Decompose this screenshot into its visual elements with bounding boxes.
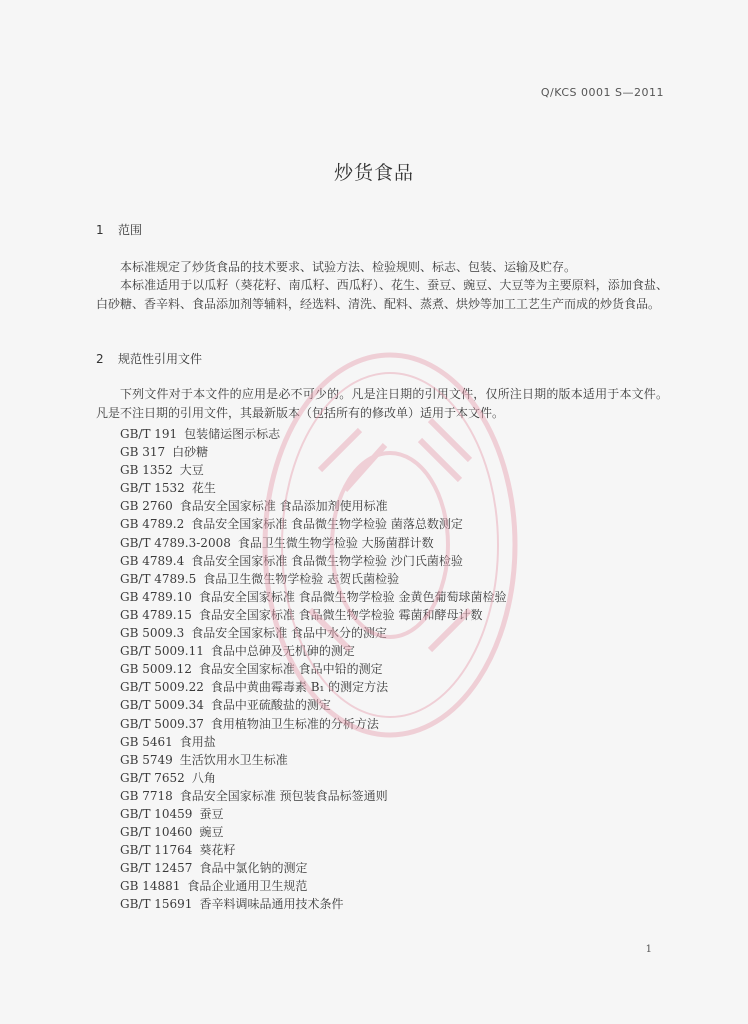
- reference-item: [120, 841, 506, 859]
- reference-code: GB 2760: [120, 499, 173, 514]
- page-number: 1: [645, 944, 652, 955]
- reference-code: GB/T 1532: [120, 481, 185, 496]
- reference-item: [120, 660, 506, 678]
- reference-item: [120, 642, 506, 660]
- reference-code: GB 4789.10: [120, 589, 192, 604]
- reference-code: GB 4789.4: [120, 553, 185, 568]
- reference-item: [120, 877, 506, 895]
- section-1-paragraph-2: 本标准适用于以瓜籽（葵花籽、南瓜籽、西瓜籽）、花生、蚕豆、豌豆、大豆等为主要原料，添加食盐、白砂糖、香辛料、食品添加剂等辅料，经选料、清洗、配料、蒸煮、烘炒等加工工艺生产而成的炒货食品。: [96, 278, 668, 311]
- reference-name: 食品中总砷及无机砷的测定: [210, 644, 355, 659]
- reference-name: 食品安全国家标准 食品中水分的测定: [191, 626, 388, 641]
- section-2-intro: 下列文件对于本文件的应用是必不可少的。凡是注日期的引用文件，仅所注日期的版本适用于本文件。凡是不注日期的引用文件，其最新版本（包括所有的修改单）适用于本文件。: [96, 387, 668, 420]
- reference-code: GB 5009.3: [120, 626, 185, 641]
- reference-code: GB/T 191: [120, 427, 178, 441]
- reference-name: 食品安全国家标准 食品添加剂使用标准: [179, 499, 388, 514]
- reference-name: 生活饮用水卫生标准: [179, 752, 288, 767]
- reference-item: [120, 769, 506, 787]
- reference-item: [120, 461, 506, 479]
- reference-item: [120, 751, 506, 769]
- reference-name: 食品卫生微生物学检验 志贺氏菌检验: [203, 571, 400, 586]
- section-1-paragraph-1: 本标准规定了炒货食品的技术要求、试验方法、检验规则、标志、包装、运输及贮存。: [120, 260, 577, 274]
- reference-name: 大豆: [179, 463, 204, 478]
- reference-name: 食品卫生微生物学检验 大肠菌群计数: [237, 535, 434, 550]
- reference-name: 食品安全国家标准 食品微生物学检验 菌落总数测定: [191, 517, 463, 532]
- reference-code: GB 5749: [120, 752, 173, 767]
- reference-item: [120, 733, 506, 751]
- reference-name: 包装储运图示标志: [184, 427, 281, 441]
- reference-name: 白砂糖: [172, 445, 209, 460]
- reference-list: [120, 425, 506, 914]
- reference-code: GB/T 12457: [120, 861, 193, 876]
- reference-name: 食品安全国家标准 食品微生物学检验 沙门氏菌检验: [191, 553, 463, 568]
- reference-code: GB/T 10460: [120, 825, 193, 840]
- reference-code: GB 317: [120, 445, 166, 460]
- reference-item: [120, 552, 506, 570]
- reference-item: [120, 895, 506, 913]
- reference-item: [120, 588, 506, 606]
- reference-item: [120, 606, 506, 624]
- reference-name: 食品安全国家标准 预包装食品标签通则: [179, 788, 388, 803]
- reference-name: 葵花籽: [199, 843, 236, 858]
- reference-code: GB 4789.15: [120, 607, 192, 622]
- reference-item: [120, 443, 506, 461]
- reference-name: 食品安全国家标准 食品微生物学检验 霉菌和酵母计数: [198, 607, 483, 622]
- section-1-title: 范围: [118, 223, 143, 237]
- reference-name: 蚕豆: [199, 806, 224, 821]
- reference-item: [120, 570, 506, 588]
- section-2-title: 规范性引用文件: [118, 352, 203, 366]
- document-code: Q/KCS 0001 S—2011: [540, 86, 664, 99]
- reference-code: GB/T 5009.22: [120, 680, 204, 695]
- reference-item: [120, 859, 506, 877]
- reference-code: GB/T 15691: [120, 897, 193, 912]
- reference-name: 食品安全国家标准 食品中铅的测定: [198, 662, 383, 677]
- reference-code: GB/T 10459: [120, 806, 193, 821]
- page-title: 炒货食品: [333, 162, 414, 184]
- reference-item: [120, 715, 506, 733]
- reference-code: GB 14881: [120, 879, 181, 894]
- reference-item: [120, 534, 506, 552]
- reference-item: [120, 425, 506, 443]
- reference-code: GB/T 4789.5: [120, 571, 197, 586]
- reference-item: [120, 624, 506, 642]
- reference-code: GB/T 7652: [120, 770, 185, 785]
- reference-code: GB 4789.2: [120, 517, 185, 532]
- reference-code: GB/T 11764: [120, 843, 193, 858]
- reference-item: [120, 805, 506, 823]
- reference-code: GB/T 5009.37: [120, 716, 204, 731]
- reference-name: 食用盐: [179, 734, 216, 749]
- reference-name: 食品中亚硫酸盐的测定: [210, 698, 331, 713]
- reference-name: 食用植物油卫生标准的分析方法: [210, 716, 379, 731]
- section-2-number: 2: [96, 352, 104, 366]
- reference-code: GB/T 4789.3-2008: [120, 535, 231, 550]
- reference-item: [120, 479, 506, 497]
- reference-code: GB 5009.12: [120, 662, 192, 677]
- reference-code: GB 1352: [120, 463, 173, 478]
- section-2-heading: [96, 350, 202, 367]
- section-1-number: 1: [96, 223, 104, 237]
- section-1-heading: [96, 221, 142, 238]
- reference-code: GB/T 5009.11: [120, 644, 204, 659]
- reference-item: [120, 696, 506, 714]
- reference-code: GB/T 5009.34: [120, 698, 204, 713]
- reference-name: 豌豆: [199, 825, 224, 840]
- reference-name: 食品中氯化钠的测定: [199, 861, 308, 876]
- reference-code: GB 7718: [120, 788, 173, 803]
- reference-code: GB 5461: [120, 734, 173, 749]
- reference-item: [120, 823, 506, 841]
- reference-item: [120, 787, 506, 805]
- reference-item: [120, 497, 506, 515]
- reference-item: [120, 678, 506, 696]
- reference-name: 食品中黄曲霉毒素 B₁ 的测定方法: [210, 680, 389, 695]
- reference-name: 食品企业通用卫生规范: [187, 879, 308, 894]
- reference-name: 香辛料调味品通用技术条件: [199, 897, 344, 912]
- reference-name: 花生: [191, 481, 216, 496]
- reference-name: 食品安全国家标准 食品微生物学检验 金黄色葡萄球菌检验: [198, 589, 507, 604]
- reference-name: 八角: [191, 770, 216, 785]
- reference-item: [120, 515, 506, 533]
